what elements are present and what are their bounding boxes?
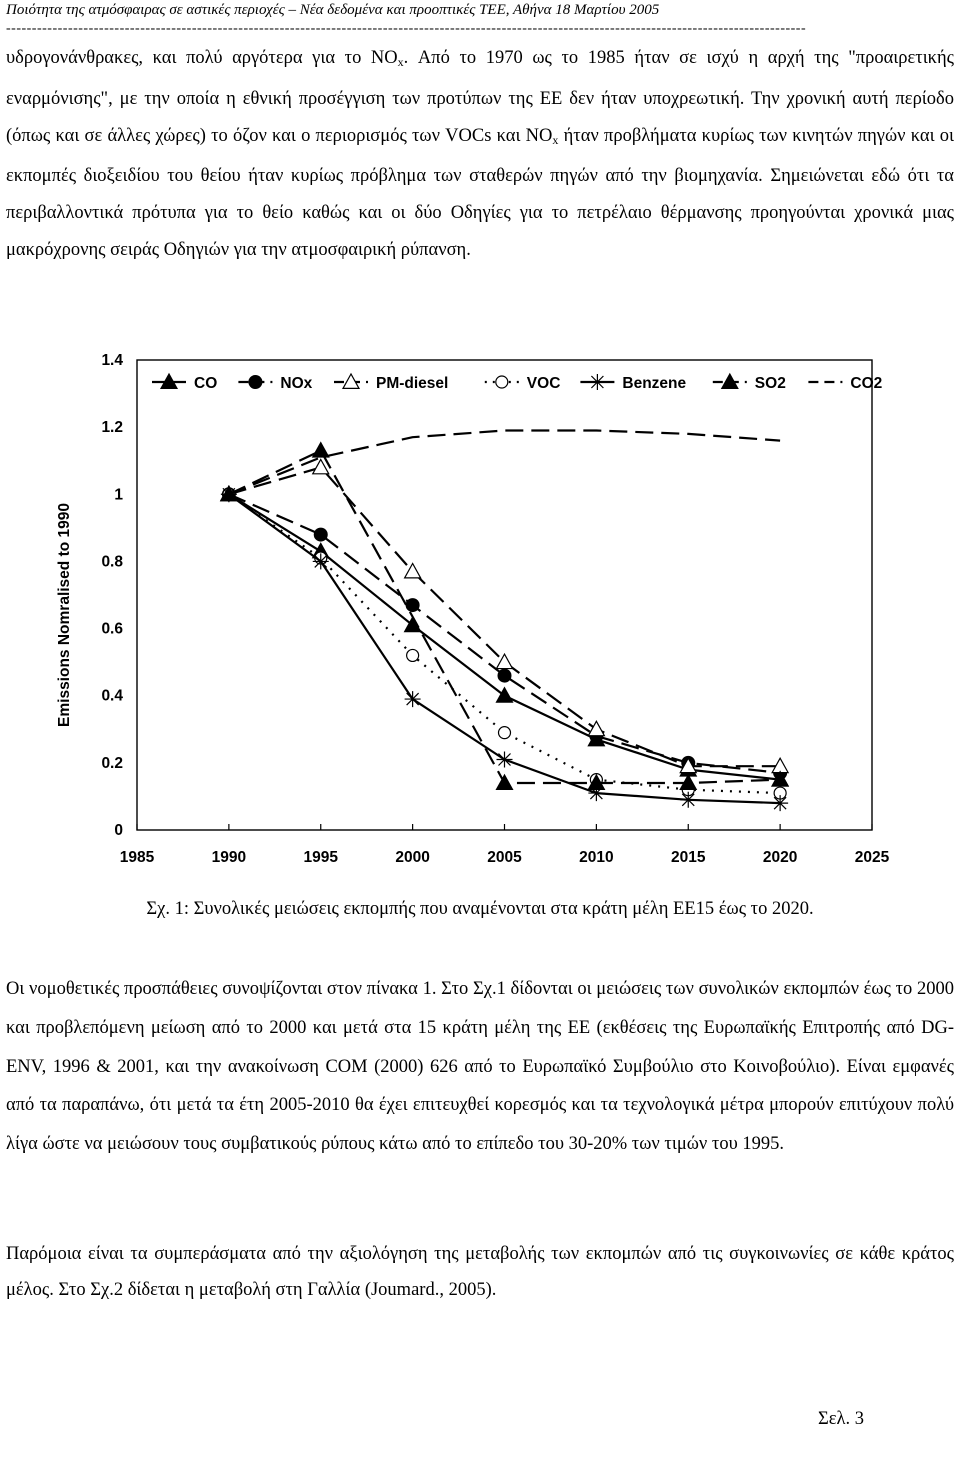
- y-tick-label: 0.2: [101, 754, 123, 772]
- y-tick-label: 0.8: [101, 553, 123, 571]
- x-tick-label: 2000: [395, 849, 430, 866]
- series-co2: [229, 431, 780, 495]
- legend-label: CO2: [850, 375, 883, 392]
- marker-circle: [314, 528, 328, 542]
- series-pm-diesel: [221, 459, 788, 772]
- emissions-chart: [0, 340, 960, 895]
- series-line: [229, 467, 780, 766]
- x-tick-label: 2020: [762, 849, 798, 866]
- marker-triangle: [405, 564, 421, 578]
- x-tick-label: 2015: [671, 849, 706, 866]
- nox-subscript-2: x: [552, 132, 559, 147]
- y-tick-label: 0: [114, 822, 123, 839]
- marker-circle: [406, 598, 420, 612]
- marker-star: [405, 691, 421, 707]
- marker-circle-open: [407, 649, 419, 661]
- y-tick-label: 0.4: [101, 687, 123, 705]
- nox-subscript: x: [397, 55, 404, 69]
- marker-star: [772, 795, 788, 811]
- body-paragraph-3: Παρόμοια είναι τα συμπεράσματα από την αξιολόγηση της μεταβολής των εκπομπών από τις συγκοινωνίες σε κάθε κράτος μέλος. Στο Σχ.2 δίδεται η μεταβολή στη Γαλλία (Joumard., 2005).: [6, 1244, 954, 1300]
- body-paragraph-2: Οι νομοθετικές προσπάθειες συνοψίζονται στον πίνακα 1. Στο Σχ.1 δίδονται οι μειώσεις των συνολικών εκπομπών έως το 2000 και προβλεπόμενη μείωση από το 2000 και μετά στα 15 κράτη μέλη της ΕΕ (εκθέσεις της Ευρωπαϊκής Επιτροπής από DG-ENV, 1996 & 2001, και την ανακοίνωση COM (2000) 626 από το Ευρωπαϊκό Συμβούλιο στο Κοινοβούλιο). Είναι εμφανές από τα παραπάνω, ότι μετά τα έτη 2005-2010 θα έχει επιτευχθεί κορεσμός και τα τεχνολογικά μέτρα μπορούν επιτύχουν πολύ λίγα ώστε να μειώσουν τους συμβατικούς ρύπους κάτω από το επίπεδο του 30-20% των τιμών του 1995.: [6, 979, 954, 1155]
- page-number: Σελ. 3: [818, 1409, 865, 1429]
- legend-label: SO2: [754, 375, 786, 392]
- legend-item: [580, 374, 686, 392]
- marker-triangle: [588, 721, 604, 735]
- legend-label: VOC: [526, 375, 561, 392]
- figure-caption: Σχ. 1: Συνολικές μειώσεις εκπομπής που αναμένονται στα κράτη μέλη ΕΕ15 έως το 2020.: [146, 899, 814, 919]
- x-tick-label: 1985: [119, 849, 155, 866]
- intro-text-a: υδρογονάνθρακες, και πολύ αργότερα για το NO: [6, 48, 398, 68]
- series-line: [229, 494, 780, 793]
- marker-star: [589, 374, 605, 390]
- marker-star: [680, 792, 696, 808]
- marker-circle-open: [496, 376, 508, 388]
- legend-item: [238, 375, 312, 392]
- legend-item: [334, 374, 448, 392]
- x-tick-label: 2010: [579, 849, 614, 866]
- marker-triangle: [497, 775, 513, 789]
- marker-triangle: [313, 443, 329, 457]
- legend-label: CO: [194, 375, 218, 392]
- marker-star: [313, 553, 329, 569]
- legend-label: Benzene: [622, 375, 687, 392]
- intro-text-b: . Από το 1970 ως το 1985 ήταν σε ισχύ η αρχή της "προαιρετικής εναρμόνισης", με την οποία η εθνική προσέγγιση των προτύπων της ΕΕ δεν ήταν υποχρεωτική. Την χρονική αυτή περίοδο (όπως και σε άλλες χώρες) το όζον και ο περιορισμός των VOCs και NO: [6, 48, 954, 146]
- y-axis-title: Emissions Nomralised to 1990: [56, 503, 73, 727]
- legend-item: [485, 375, 561, 392]
- legend-item: [713, 374, 786, 392]
- legend: [152, 374, 882, 392]
- y-tick-label: 1: [114, 486, 123, 504]
- y-tick-label: 1.2: [101, 419, 123, 437]
- running-header: Ποιότητα της ατμόσφαιρας σε αστικές περιοχές – Νέα δεδομένα και προοπτικές ΤΕΕ, Αθήνα 18 Μαρτίου 2005: [6, 2, 660, 18]
- series-line: [229, 431, 780, 495]
- intro-paragraph: [6, 40, 954, 269]
- marker-circle: [248, 375, 262, 389]
- intro-text-c: ήταν προβλήματα κυρίως των κινητών πηγών και οι εκπομπές διοξειδίου του θείου ήταν κυρίως πρόβλημα των σταθερών πηγών από την βιομηχανία. Σημειώνεται εδώ ότι τα περιβαλλοντικά πρότυπα για το θείο καθώς και οι δύο Οδηγίες για το πετρέλαιο θέρμανσης προηγούνται χρονικά μιας μακρόχρονης σειράς Οδηγιών για την ατμοσφαιρική ρύπανση.: [6, 125, 954, 260]
- legend-item: [808, 375, 882, 392]
- marker-star: [497, 752, 513, 768]
- y-tick-label: 0.6: [101, 620, 123, 638]
- x-tick-label: 1990: [211, 849, 247, 866]
- legend-label: PM-diesel: [376, 375, 449, 392]
- series-co: [221, 486, 788, 786]
- marker-circle: [498, 669, 512, 683]
- x-tick-label: 1995: [303, 849, 338, 866]
- series-benzene: [221, 486, 788, 811]
- marker-triangle: [497, 688, 513, 702]
- header-rule: -----------------------------------------------------------------------------------------------------------------------------------------------------------: [6, 21, 807, 36]
- legend-item: [152, 374, 217, 392]
- x-tick-label: 2025: [854, 849, 890, 866]
- marker-circle-open: [499, 727, 511, 739]
- legend-label: NOx: [280, 375, 313, 392]
- y-tick-label: 1.4: [101, 352, 123, 369]
- x-tick-label: 2005: [487, 849, 522, 866]
